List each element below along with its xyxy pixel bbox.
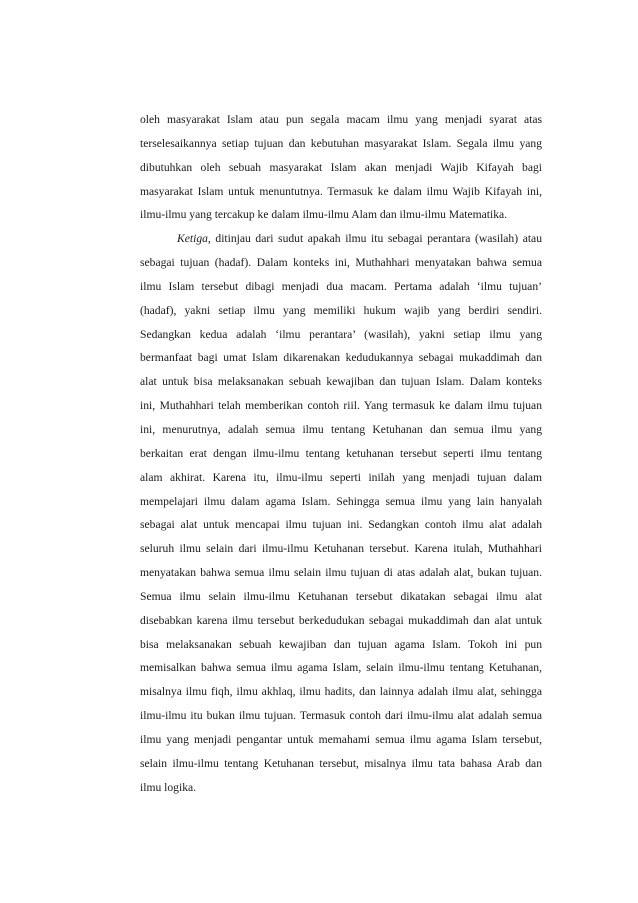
line-text: mempelajari ilmu dalam agama Islam. Sehingga semua ilmu yang lain hanyalah [140, 494, 542, 508]
text-line [140, 776, 542, 800]
line-text: seluruh ilmu selain dari ilmu-ilmu Ketuhanan tersebut. Karena itulah, Muthahhari [140, 542, 542, 556]
text-line [140, 633, 542, 657]
line-text: menyatakan bahwa semua ilmu selain ilmu tujuan di atas adalah alat, bukan tujuan. [140, 566, 542, 580]
text-line [140, 537, 542, 561]
text-line [140, 203, 542, 227]
text-line [140, 656, 542, 680]
text-line [140, 418, 542, 442]
line-text: ini, menurutnya, adalah semua ilmu tentang Ketuhanan dan semua ilmu yang [140, 422, 542, 436]
text-line [140, 442, 542, 466]
text-line [140, 156, 542, 180]
line-text: bisa melaksanakan sebuah kewajiban dan tujuan agama Islam. Tokoh ini pun [140, 637, 542, 651]
text-line [140, 394, 542, 418]
body-text [140, 108, 542, 799]
line-text: Sedangkan kedua adalah ‘ilmu perantara’ (wasilah), yakni setiap ilmu yang [140, 327, 542, 341]
text-line [140, 466, 542, 490]
text-line [140, 370, 542, 394]
line-text: alam akhirat. Karena itu, ilmu-ilmu seperti inilah yang menjadi tujuan dalam [140, 470, 542, 484]
line-text: berkaitan erat dengan ilmu-ilmu tentang ketuhanan tersebut seperti ilmu tentang [140, 446, 542, 460]
line-text: oleh masyarakat Islam atau pun segala macam ilmu yang menjadi syarat atas [140, 113, 542, 126]
text-line [140, 227, 542, 251]
text-line [140, 108, 542, 132]
italic-term: Ketiga [177, 232, 208, 246]
line-text: ini, Muthahhari telah memberikan contoh riil. Yang termasuk ke dalam ilmu tujuan [140, 399, 542, 413]
text-line [140, 132, 542, 156]
line-text: terselesaikannya setiap tujuan dan kebutuhan masyarakat Islam. Segala ilmu yang [140, 136, 542, 150]
line-text: misalnya ilmu fiqh, ilmu akhlaq, ilmu hadits, dan lainnya adalah ilmu alat, sehingga [140, 685, 542, 699]
line-text: ilmu-ilmu yang tercakup ke dalam ilmu-ilmu Alam dan ilmu-ilmu Matematika. [140, 208, 508, 222]
line-text: memisalkan bahwa semua ilmu agama Islam, selain ilmu-ilmu tentang Ketuhanan, [140, 661, 542, 675]
text-line [140, 251, 542, 275]
line-text: , ditinjau dari sudut apakah ilmu itu sebagai perantara (wasilah) atau [207, 232, 542, 246]
line-text: ilmu-ilmu itu bukan ilmu tujuan. Termasuk contoh dari ilmu-ilmu alat adalah semua [140, 709, 542, 723]
text-line [140, 728, 542, 752]
line-text: ilmu Islam tersebut dibagi menjadi dua macam. Pertama adalah ‘ilmu tujuan’ [140, 279, 542, 293]
text-line [140, 585, 542, 609]
line-text: (hadaf), yakni setiap ilmu yang memiliki hukum wajib yang berdiri sendiri. [140, 303, 542, 317]
line-text: sebagai tujuan (hadaf). Dalam konteks ini, Muthahhari menyatakan bahwa semua [140, 256, 542, 270]
line-text: selain ilmu-ilmu tentang Ketuhanan tersebut, misalnya ilmu tata bahasa Arab dan [140, 756, 542, 770]
line-text: sebagai alat untuk mencapai ilmu tujuan ini. Sedangkan contoh ilmu alat adalah [140, 518, 542, 532]
text-line [140, 680, 542, 704]
text-line [140, 513, 542, 537]
line-text: ilmu yang menjadi pengantar untuk memahami semua ilmu agama Islam tersebut, [140, 732, 542, 746]
text-line [140, 275, 542, 299]
text-line [140, 752, 542, 776]
line-text: dibutuhkan oleh sebuah masyarakat Islam akan menjadi Wajib Kifayah bagi [140, 160, 542, 174]
text-line [140, 490, 542, 514]
line-text: disebabkan karena ilmu tersebut berkedudukan sebagai mukaddimah dan alat untuk [140, 613, 542, 627]
text-line [140, 609, 542, 633]
text-line [140, 180, 542, 204]
text-line [140, 299, 542, 323]
text-line [140, 323, 542, 347]
line-text: alat untuk bisa melaksanakan sebuah kewajiban dan tujuan Islam. Dalam konteks [140, 375, 542, 389]
text-line [140, 704, 542, 728]
line-text: ilmu logika. [140, 780, 197, 794]
line-text: Semua ilmu selain ilmu-ilmu Ketuhanan tersebut dikatakan sebagai ilmu alat [140, 589, 542, 603]
text-line [140, 561, 542, 585]
line-text: masyarakat Islam untuk menuntutnya. Termasuk ke dalam ilmu Wajib Kifayah ini, [140, 184, 542, 198]
text-line [140, 346, 542, 370]
line-text: bermanfaat bagi umat Islam dikarenakan kedudukannya sebagai mukaddimah dan [140, 351, 542, 365]
